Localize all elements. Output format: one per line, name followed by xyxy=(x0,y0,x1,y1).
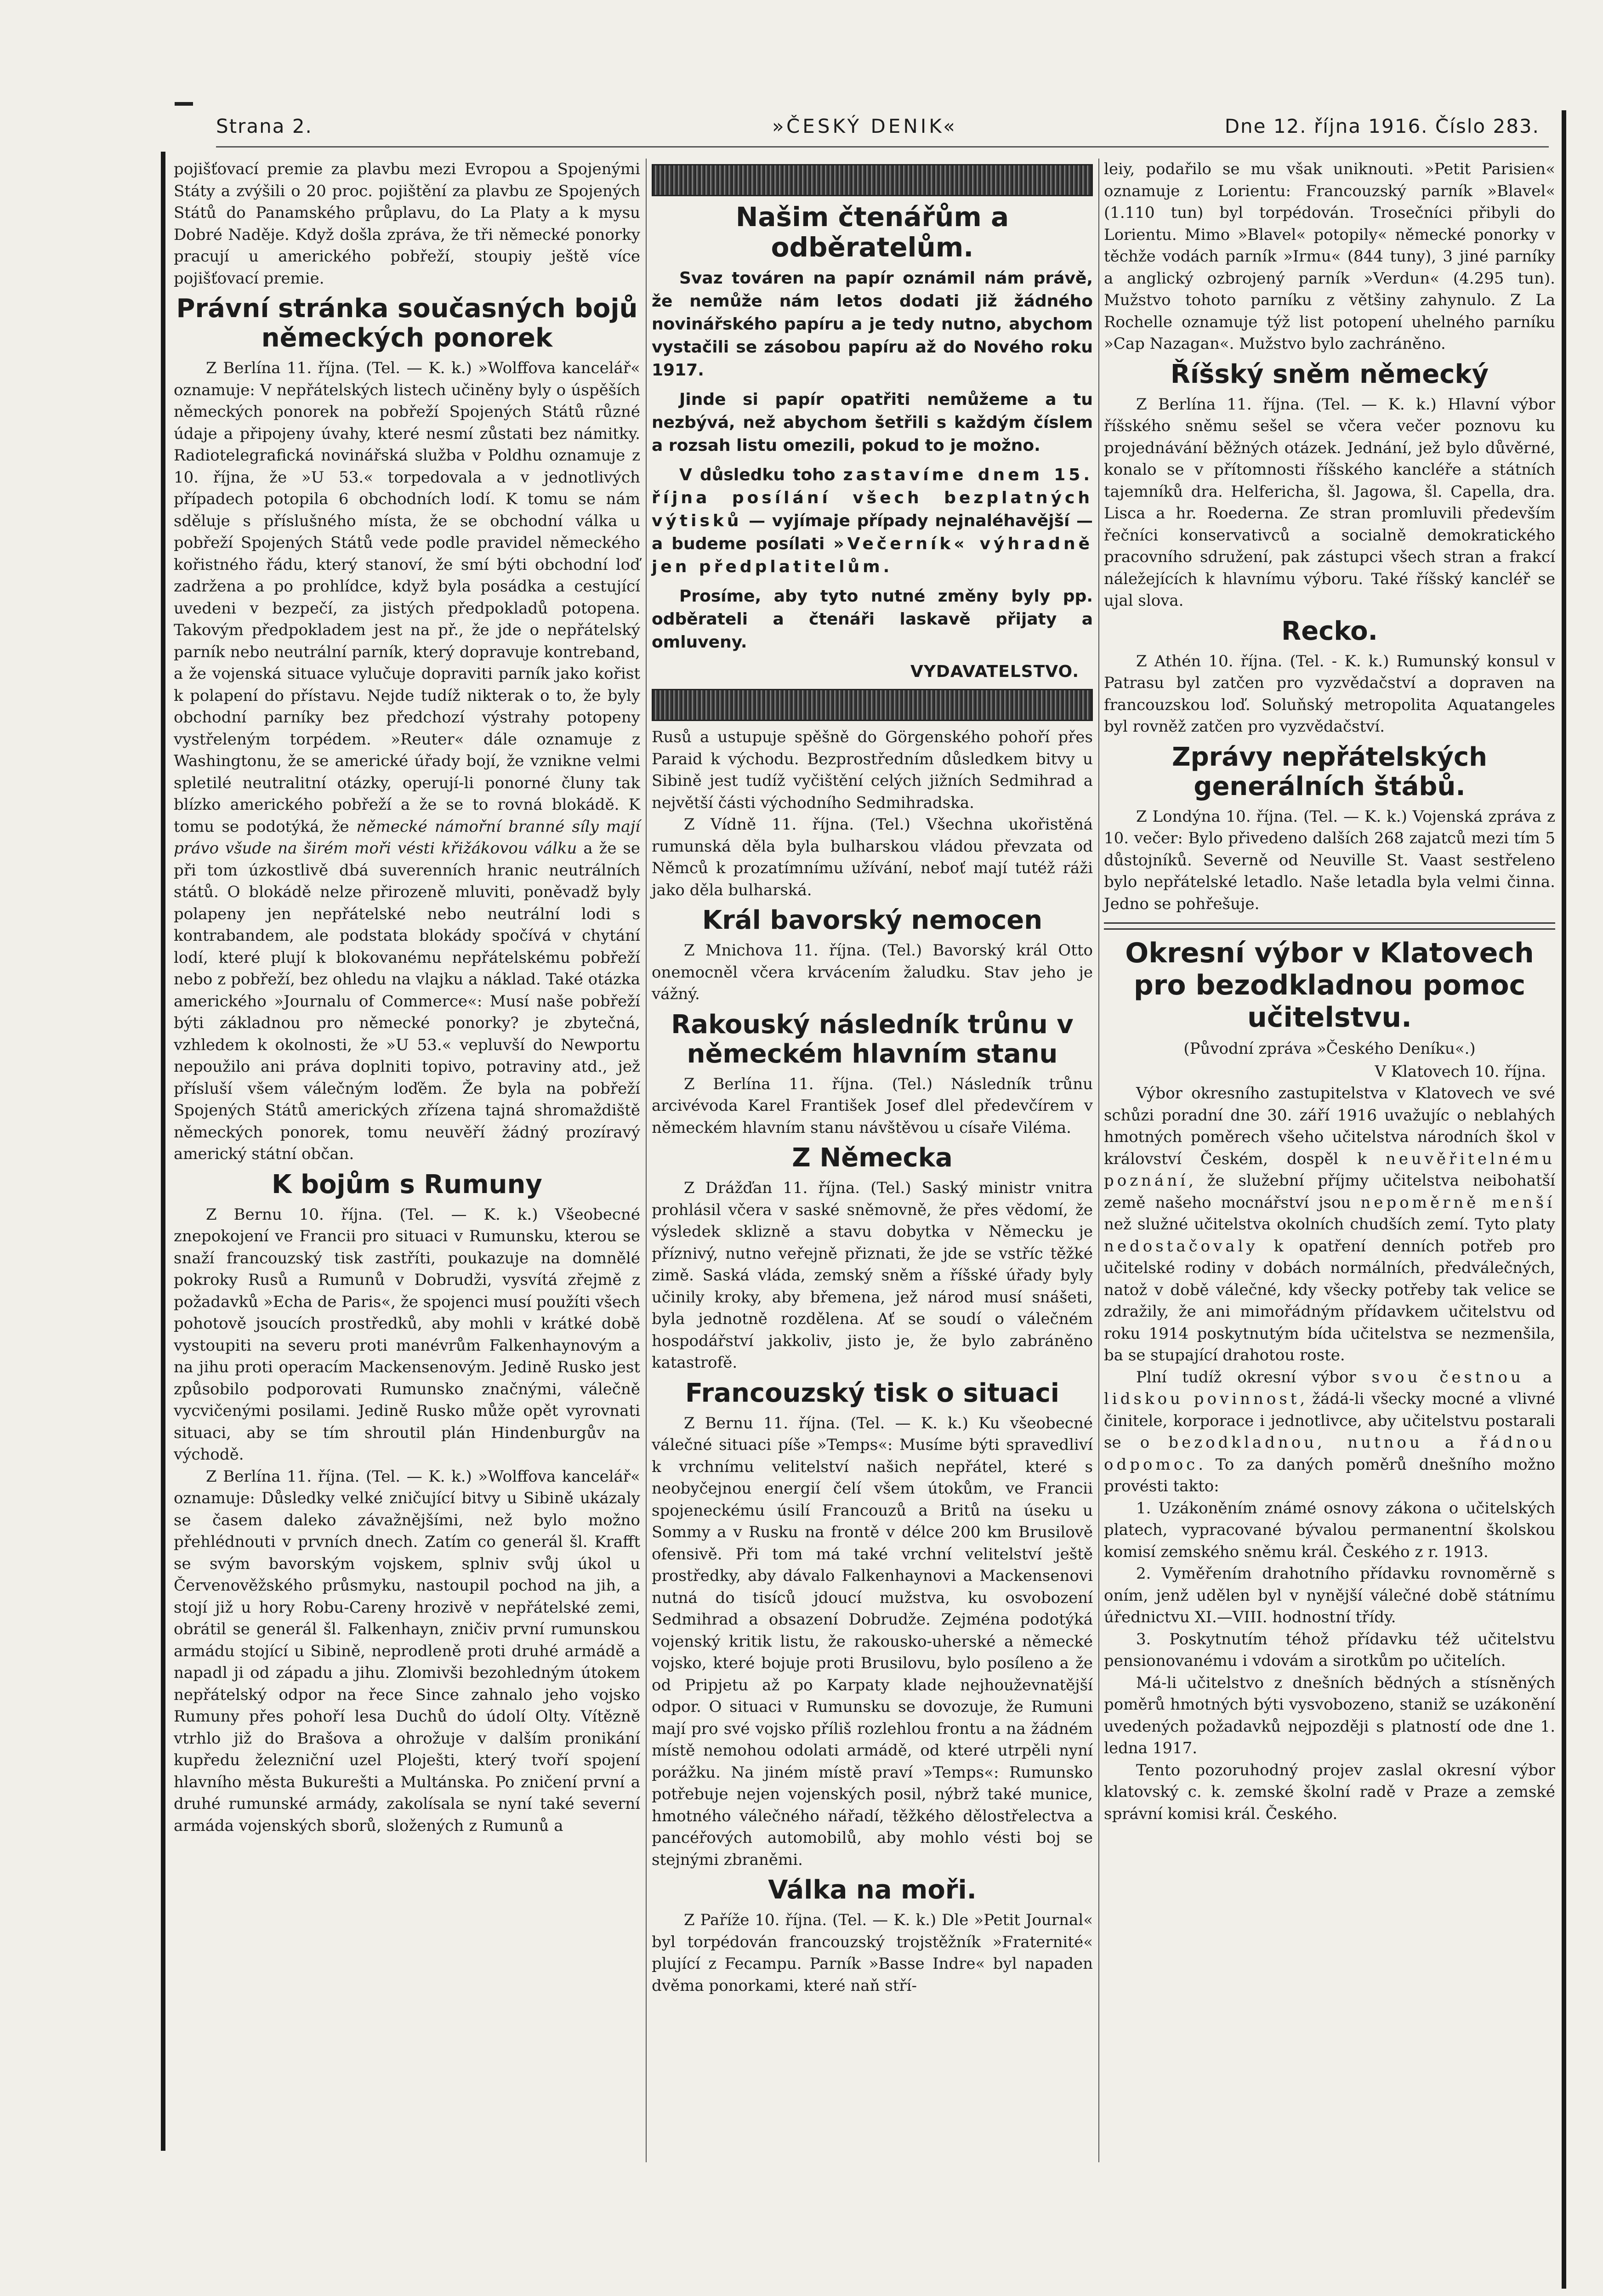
headline: Z Německa xyxy=(792,1143,953,1173)
page-number: Strana 2. xyxy=(216,115,313,137)
headline: Zprávy nepřátelských generálních štábů. xyxy=(1171,742,1488,801)
article-text: Má-li učitelstvo z dnešních bědných a stísněných poměrů hmotných býti vysvobozeno, staniž se uzákonění uvedených požadavků nejpozději s platností ode dne 1. ledna 1917. xyxy=(1104,1673,1555,1757)
article-text: Z Berlína 11. října. (Tel. — K. k.) Hlavní výbor říšského sněmu sešel se včera večer poznovu ku projednávání běžných otázek. Jednání, jež bylo důvěrné, konalo se v přítomnosti říšského kancléře a státních tajemníků dra. Helfericha, šl. Jagowa, šl. Capella, dra. Lisca a hr. Roederna. Ze stran promluvili především řečníci konservativců a socialně demokratického pracovního sdružení, pak zástupci všech stran a frakcí náležejících k hlavnímu výboru. Také říšský kancléř se ujal slova. xyxy=(1104,395,1555,610)
page-header xyxy=(216,115,1540,142)
article-source: (Původní zpráva »Českého Deníku«.) xyxy=(1183,1040,1476,1058)
article-text: Rusů a ustupuje spěšně do Görgenského pohoří přes Paraid k východu. Bezprostředním důsledkem bitvy u Sibině jest tudíž vyčištění celých jižních Sedmihrad a největší části východního Sedmihradska. xyxy=(652,728,1093,812)
article-text: Tento pozoruhodný projev zaslal okresní výbor klatovský c. k. zemské školní radě v Praze a zemské správní komisi král. Českého. xyxy=(1104,1761,1555,1823)
column-rule-2 xyxy=(1098,159,1099,2162)
article-text: leiy, podařilo se mu však uniknouti. »Petit Parisien« oznamuje z Lorientu: Francouzský parník »Blavel« (1.110 tun) byl torpédován. Trosečníci přibyli do Lorientu. Mimo »Blavel« potopily« německé ponorky v těchže vodách parník »Irmu« (844 tuny), 3 jiné parníky a anglický ozbrojený parník »Verdun« (4.295 tun). Mužstvo tohoto parníku z většiny zahynulo. Z La Rochelle oznamuje týž list potopení uhelného parníku »Cap Nazagan«. Mužstvo bylo zachráněno. xyxy=(1104,160,1555,353)
article-text: Z Bernu 10. října. (Tel. — K. k.) Všeobecné znepokojení ve Francii pro situaci v Rumunsku, kterou se snaží francouzský tisk zastříti, poukazuje na domnělé pokroky Rusů a Rumunů v Dobrudži, vysvítá zřejmě z požadavků »Echa de Paris«, že spojenci musí použíti všech pohotově jsoucích prostředků, aby mohli v krátké době vystoupiti na severu proti manévrům Falkenhaynovým a na jihu proti operacím Mackensenovým. Jedině Rusko jest způsobilo podporovati Rumunsko značnými, válečně vycvičenými posilami. Jedině Rusko může opět vyrovnati situaci, aby se tím shroutil plán Hindenburgův na východě. xyxy=(174,1205,640,1464)
article-text: Z Athén 10. října. (Tel. - K. k.) Rumunský konsul v Patrasu byl zatčen pro vyzvědačství a dopraven na francouzskou loď. Soluňský metropolita Aquatangeles byl rovněž zatčen pro vyzvědačství. xyxy=(1104,652,1555,736)
article-text: Z Vídně 11. října. (Tel.) Všechna ukořistěná rumunská děla byla bulharskou vládou převzata od Němců k prozatímnímu užívání, neboť mají tutéž ráži jako děla bulharská. xyxy=(652,815,1093,899)
article-text: Z Bernu 11. října. (Tel. — K. k.) Ku všeobecné válečné situaci píše »Temps«: Musíme býti spravedliví k vrchnímu velitelství našich nepřátel, které s neobyčejnou energií čelí všem útokům, ve Francii spojeneckému úsilí Francouzů a Britů na úseku u Sommy a v Rusku na frontě v délce 200 km Brusilově ofensivě. Při tom má také vrchní velitelství ještě prostředky, aby dávalo Falkenhaynovi a Mackensenovi nutná do tisíců jdoucí mužstva, ku osvobození Sedmihrad a obsazení Dobrudže. Zejména podotýká vojenský kritik listu, že rakousko-uherské a německé vojsko, které bojuje proti Brusilovu, bylo posíleno a že od Pripjetu až po Karpaty klade nejhouževnatější odpor. O situaci v Rumunsku se dovozuje, že Rumuni mají pro své vojsko příliš rozlehlou frontu a na žádném místě nemohou odolati armádě, od které utrpěli nyní porážku. Na jiném místě praví »Temps«: Rumunsko potřebuje nejen vojenských posil, nýbrž také munice, hmotného válečného nářadí, těžkého dělostřelectva a pancéřových automobilů, aby mohlo vésti boj se stejnými zbraněmi. xyxy=(652,1414,1093,1869)
headline: Král bavorský nemocen xyxy=(702,905,1043,935)
article-text: Výbor okresního zastupitelstva v Klatovech ve své schůzi poradní dne 30. září 1916 uvažujíc o neblahých hmotných poměrech všeho učitelstva národních škol v království Českém, dospěl k neuvěřitelnému poznání, že služební příjmy učitelstva neibohatší země našeho mocnářství jsou nepoměrně menší než služné učitelstva okolních chudších zemí. Tyto platy nedostačovaly k opatření denních potřeb pro učitelské rodiny v dobách normálních, předválečných, natož v době válečné, kdy všecky potřeby tak velice se zdražily, že ani mimořádným přídavkem učitelstvu od roku 1914 poskytnutým bída učitelstva se nezmenšila, ba se stupající drahotou roste. xyxy=(1104,1084,1555,1364)
headline: Recko. xyxy=(1281,616,1378,646)
headline: Říšský sněm německý xyxy=(1170,359,1489,389)
headline: Okresní výbor v Klatovech pro bezodkladnou pomoc učitelstvu. xyxy=(1125,937,1534,1034)
headline: K bojům s Rumuny xyxy=(272,1169,542,1199)
publisher-notice xyxy=(652,202,1093,683)
left-border xyxy=(161,152,165,2151)
section-divider xyxy=(1104,922,1555,930)
article-text: pojišťovací premie za plavbu mezi Evropou a Spojenými Státy a zvýšili o 20 proc. pojištění za plavbu ze Spojených Států do Panamského průplavu, do La Platy a k mysu Dobré Naděje. Když došla zpráva, že tři německé ponorky pracují u amerického pobřeží, stoupiy ještě více pojišťovací premie. xyxy=(174,160,640,288)
header-rule xyxy=(216,146,1549,148)
right-border xyxy=(1562,110,1566,2289)
article-text: Z Londýna 10. října. (Tel. — K. k.) Vojenská zpráva z 10. večer: Bylo přivedeno dalších 268 zajatců mezi tím 5 důstojníků. Severně od Neuville St. Vaast sestřeleno bylo nepřátelské letadlo. Naše letadla byla velmi činna. Jedno se pohřešuje. xyxy=(1104,807,1555,913)
article-text: Z Drážďan 11. října. (Tel.) Saský ministr vnitra prohlásil včera v saské sněmovně, že přes vědomí, že výsledek sklizně a stavu dobytka v Německu je příznivý, nutno veřejně přiznati, že jde se vstříc těžké zimě. Saská vláda, zemský sněm a říšské úřady byly učinily kroky, aby břemena, jež národ musí snášeti, byla jednotně rozdělena. Ať se soudí o válečném hospodářství jakkoliv, jisto je, že bylo zabráněno katastrofě. xyxy=(652,1179,1093,1372)
article-text: 1. Uzákoněním známé osnovy zákona o učitelských platech, vypracované bývalou permanentní školskou komisí zemského sněmu král. Českého z r. 1913. xyxy=(1104,1499,1555,1561)
article-text: 2. Vyměřením drahotního přídavku rovnoměrně s oním, jenž udělen byl v nynější válečné době státnímu úřednictvu XI.—VIII. hodnostní třídy. xyxy=(1104,1564,1555,1626)
decorative-band xyxy=(652,164,1093,196)
notice-text: Prosíme, aby tyto nutné změny byly pp. odběrateli a čtenáři laskavě přijaty a omluveny. xyxy=(652,587,1093,652)
article-text: Z Mnichova 11. října. (Tel.) Bavorský král Otto onemocněl včera krvácením žaludku. Stav jeho je vážný. xyxy=(652,941,1093,1003)
article-text: Z Berlína 11. října. (Tel.) Následník trůnu arcivévoda Karel František Josef dlel předevčírem v německém hlavním stanu návštěvou u císaře Viléma. xyxy=(652,1074,1093,1137)
emphasis-text: německé námořní branné síly mají právo všude na širém moři vésti křižákovou válku xyxy=(174,817,640,858)
masthead-title: »ČESKÝ DENIK« xyxy=(772,115,958,137)
print-mark xyxy=(175,102,193,106)
headline: Francouzský tisk o situaci xyxy=(685,1378,1059,1408)
article-text: Z Berlína 11. října. (Tel. — K. k.) »Wolffova kancelář« oznamuje: Důsledky velké zničující bitvy u Sibině ukázaly se časem daleko závažnějšími, než bylo možno přehlédnouti v prvních dnech. Zatím co generál šl. Krafft se svým bavorským vojskem, splniv svůj úkol u Červenověžského průsmyku, nastoupil pochod na jih, a stojí již u hory Robu-Careny hrozivě v nepřátelské zemi, obrátil se generál šl. Falkenhayn, zničiv první rumunskou armádu stojící u Sibině, neprodleně proti druhé armádě a napadl ji od západu a jihu. Zlomivši bezohledným útokem nepřátelský odpor na řece Since zahnalo jeho vojsko Rumuny přes pohoří lesa Duchů do údolí Olty. Vítězně vtrhlo již do Brašova a ohrožuje v dalším pronikání kupředu železniční uzel Ploješti, který tvoří spojení hlavního města Bukurešti a Multánska. Po zničení první a druhé rumunské armády, zakolísala se nyní také severní armáda vojenských sborů, složených z Rumunů a xyxy=(174,1467,640,1835)
headline: Rakouský následník trůnu v německém hlavním stanu xyxy=(671,1009,1074,1069)
issue-date: Dne 12. října 1916. Číslo 283. xyxy=(1224,115,1540,137)
article-dateline: V Klatovech 10. října. xyxy=(1375,1062,1546,1081)
article-text: Z Paříže 10. října. (Tel. — K. k.) Dle »Petit Journal« byl torpédován francouzský trojstěžník »Fraternité« plující z Fecampu. Parník »Basse Indre« byl napaden dvěma ponorkami, které naň stří- xyxy=(652,1911,1093,1995)
article-text: Plní tudíž okresní výbor svou čestnou a lidskou povinnost, žádá-li všecky mocné a vlivné činitele, korporace i jednotlivce, aby učitelstvu postarali se o bezodkladnou, nutnou a řádnou odpomoc. To za daných poměrů dnešního možno provésti takto: xyxy=(1104,1368,1555,1495)
article-text: 3. Poskytnutím téhož přídavku též učitelstvu pensionovanému i vdovám a sirotkům po učitelích. xyxy=(1104,1630,1555,1670)
column-rule-1 xyxy=(646,159,647,2162)
decorative-band xyxy=(652,689,1093,721)
notice-text: V důsledku toho zastavíme dnem 15. října posílání všech bezplatných výtisků — vyjímaje případy nejnaléhavější — a budeme posílati »Večerník« výhradně jen předplatitelům. xyxy=(652,466,1093,576)
column-3 xyxy=(1104,159,1555,1825)
column-1 xyxy=(174,159,640,1837)
notice-headline: Našim čtenářům a odběratelům. xyxy=(735,201,1009,263)
headline: Válka na moři. xyxy=(768,1875,977,1905)
notice-text: Jinde si papír opatřiti nemůžeme a tu nezbývá, než abychom šetřili s každým číslem a rozsah listu omezili, pokud to je možno. xyxy=(652,390,1093,455)
article-text: Z Berlína 11. října. (Tel. — K. k.) »Wolffova kancelář« oznamuje: V nepřátelských listech učiněny byly o úspěších německých ponorek na pobřeží Spojených Států různé údaje a připojeny úvahy, které nesmí zůstati bez námitky. Radiotelegrafická novinářská služba v Poldhu oznamuje z 10. října, že »U 53.« torpedovala a v jednotlivých případech potopila 6 obchodních lodí. K tomu se nám sděluje s příslušného místa, že se obchodní válka u pobřeží Spojených Států vede podle pravidel německého kořistného řádu, který stanoví, že smí býti obchodní loď zadržena a po prohlídce, když byla posádka a cestující uvedeni v bezpečí, za jistých předpokladů potopena. Takovým předpokladem jest na př., že jde o nepřátelský parník nebo neutrální parník, který dopravuje kontreband, a že vojenská situace vylučuje dopraviti parník jako kořist k polapení do přístavu. Nejde tudíž nikterak o to, že byly obchodní parníky bez předchozí výstrahy potopeny vystřeleným torpédem. »Reuter« dále oznamuje z Washingtonu, že se americké úřady bojí, že vznikne velmi spletilé neutralitní otázky, operují-li ponorné čluny tak blízko amerického pobřeží a že se to rovná blokádě. K tomu se podotýká, že německé námořní branné síly mají právo všude na širém moři vésti křižákovou válku a že se při tom úzkostlivě dbá suverenních hranic neutrálních států. O blokádě nelze přirozeně mluviti, poněvadž byly polapeny jen nepřátelské nebo neutrální lodi s kontrabandem, ale podstata blokády spočívá v chytání lodí, které plují k blokovanému nepřátelskému pobřeží nebo z pobřeží, bez ohledu na vlajku a náklad. Také otázka amerického »Journalu of Commerce«: Musí naše pobřeží býti základnou pro německé ponorky? je zbytečná, vzhledem k okolnosti, že »U 53.« vepluvší do Newportu nepoužilo ani práva doplniti topivo, potraviny atd., jež přísluší všem válečným loďěm. Že byla na pobřeží Spojených Států amerických zřízena tajná shromaždiště německých ponorek, tomu neuvěří žádný prozíravý americký státní občan. xyxy=(174,359,640,1163)
headline: Právní stránka současných bojů německých ponorek xyxy=(176,294,638,353)
column-2 xyxy=(652,159,1093,1997)
notice-text: Svaz továren na papír oznámil nám právě, že nemůže nám letos dodati již žádného novinářského papíru a je tedy nutno, abychom vystačili se zásobou papíru až do Nového roku 1917. xyxy=(652,269,1093,380)
notice-signature: VYDAVATELSTVO. xyxy=(910,662,1079,681)
